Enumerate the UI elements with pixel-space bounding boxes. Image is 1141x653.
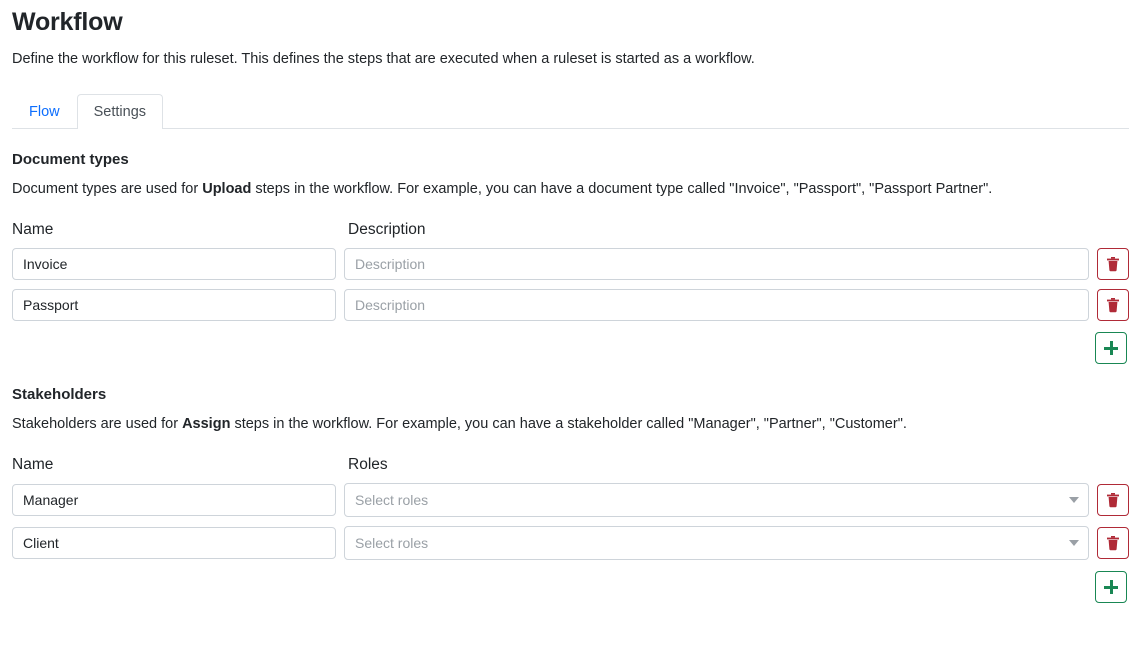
stakeholder-name-input[interactable] bbox=[12, 484, 336, 516]
column-header-name: Name bbox=[12, 456, 54, 473]
document-type-description-input[interactable] bbox=[344, 289, 1089, 321]
document-type-description-input[interactable] bbox=[344, 248, 1089, 280]
stakeholder-name-input[interactable] bbox=[12, 527, 336, 559]
stakeholder-roles-select-wrap bbox=[344, 483, 1089, 517]
trash-icon bbox=[1106, 297, 1120, 313]
stakeholders-description-bold: Assign bbox=[182, 416, 231, 432]
tab-bar bbox=[12, 89, 1129, 129]
stakeholder-roles-select[interactable]: Select roles bbox=[344, 526, 1089, 560]
table-row bbox=[12, 289, 1129, 321]
stakeholder-roles-select-wrap bbox=[344, 526, 1089, 560]
document-types-add-row bbox=[12, 332, 1129, 364]
add-stakeholder-button[interactable] bbox=[1095, 571, 1127, 603]
table-row bbox=[12, 483, 1129, 517]
table-row bbox=[12, 248, 1129, 280]
stakeholders-heading: Stakeholders bbox=[12, 386, 107, 403]
document-types-description-bold: Upload bbox=[202, 181, 252, 197]
stakeholders-description bbox=[12, 416, 1129, 432]
stakeholder-roles-select[interactable]: Select roles bbox=[344, 483, 1089, 517]
document-types-rows bbox=[12, 248, 1129, 321]
add-document-type-button[interactable] bbox=[1095, 332, 1127, 364]
delete-row-button[interactable] bbox=[1097, 527, 1129, 559]
delete-row-button[interactable] bbox=[1097, 248, 1129, 280]
document-types-heading: Document types bbox=[12, 151, 129, 168]
stakeholders-description-suffix: steps in the workflow. For example, you can have a stakeholder called "Manager", "Partner", "Customer". bbox=[230, 416, 907, 432]
plus-icon bbox=[1104, 341, 1118, 355]
page-subtitle: Define the workflow for this ruleset. This defines the steps that are executed when a ruleset is started as a workflow. bbox=[12, 51, 755, 67]
stakeholders-add-row bbox=[12, 571, 1129, 603]
delete-row-button[interactable] bbox=[1097, 484, 1129, 516]
column-header-name: Name bbox=[12, 221, 54, 238]
document-types-description-prefix: Document types are used for bbox=[12, 181, 203, 197]
tab-flow[interactable]: Flow bbox=[29, 103, 60, 120]
document-types-column-headers bbox=[12, 221, 1129, 239]
document-types-description bbox=[12, 181, 1129, 197]
stakeholders-rows bbox=[12, 483, 1129, 560]
trash-icon bbox=[1106, 535, 1120, 551]
column-header-roles: Roles bbox=[348, 456, 388, 473]
document-type-name-input[interactable] bbox=[12, 248, 336, 280]
stakeholders-description-prefix: Stakeholders are used for bbox=[12, 416, 183, 432]
stakeholders-column-headers bbox=[12, 456, 1129, 474]
column-header-description: Description bbox=[348, 221, 426, 238]
document-type-name-input[interactable] bbox=[12, 289, 336, 321]
delete-row-button[interactable] bbox=[1097, 289, 1129, 321]
page-title: Workflow bbox=[12, 8, 123, 36]
tab-settings[interactable]: Settings bbox=[77, 94, 163, 129]
plus-icon bbox=[1104, 580, 1118, 594]
trash-icon bbox=[1106, 256, 1120, 272]
table-row bbox=[12, 526, 1129, 560]
trash-icon bbox=[1106, 492, 1120, 508]
document-types-description-suffix: steps in the workflow. For example, you can have a document type called "Invoice", "Passport", "Passport Partner". bbox=[251, 181, 993, 197]
